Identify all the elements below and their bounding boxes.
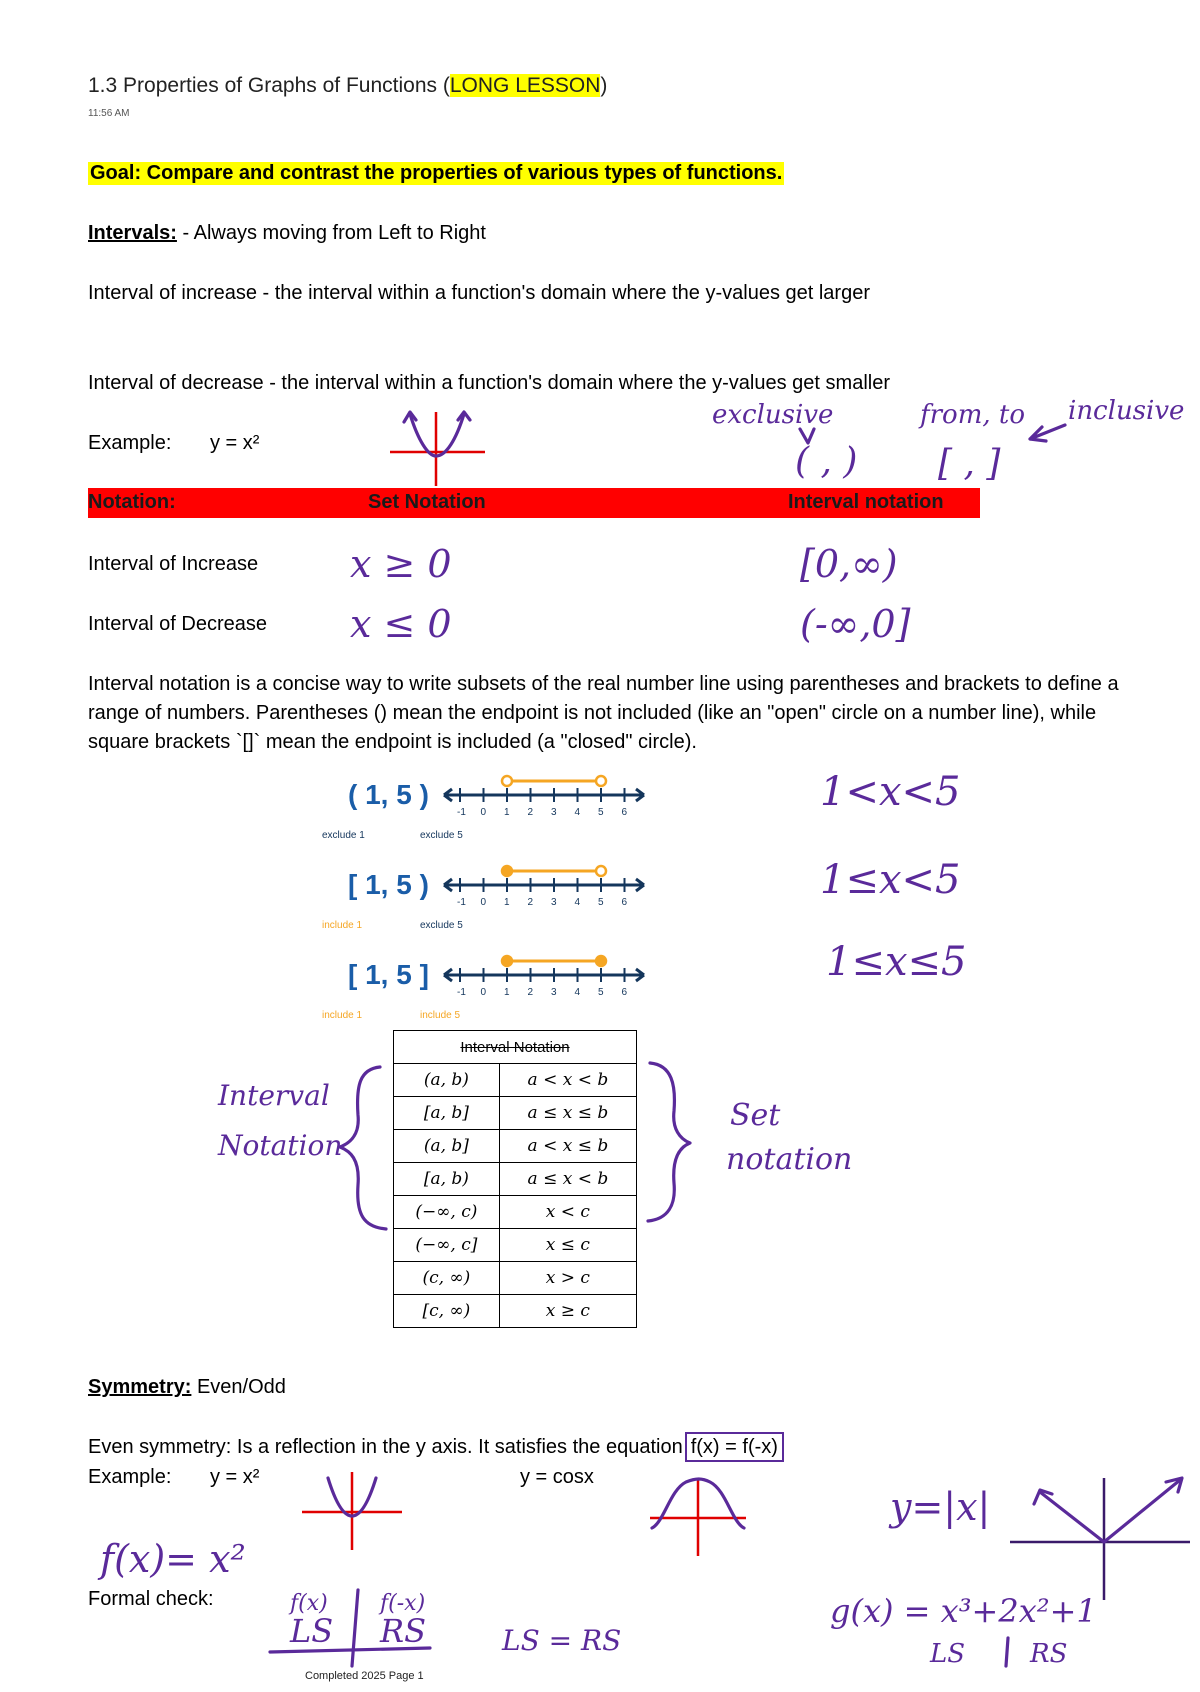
hand-exclusive: exclusive (712, 400, 834, 430)
hand-from-to: from, to (920, 400, 1025, 430)
hand-fx: f(x) (290, 1591, 328, 1616)
number-line-1 (322, 779, 463, 841)
svg-text:exclude 5: exclude 5 (420, 830, 463, 841)
intervals-heading: Intervals: - Always moving from Left to Right (88, 222, 486, 244)
interval-notation-col: Interval notation (788, 491, 944, 513)
hand-g-eq: g(x) = x³+2x²+1 (830, 1592, 1097, 1630)
hand-set-notation-label: notation (726, 1142, 853, 1177)
timestamp: 11:56 AM (88, 108, 130, 119)
decrease-definition: Interval of decrease - the interval within a function's domain where the y-values get smaller (88, 372, 890, 394)
parabola-sketch (380, 400, 490, 490)
example-label: Example: (88, 432, 172, 454)
number-line-figure (310, 770, 730, 1030)
number-line-3 (322, 959, 460, 1021)
left-endpoint (502, 776, 512, 786)
notation-header-bar (88, 488, 980, 518)
left-endpoint (502, 956, 512, 966)
page-title: 1.3 Properties of Graphs of Functions (LONG LESSON) (88, 74, 608, 97)
row-decrease-label: Interval of Decrease (88, 613, 267, 635)
table-row: [c, ∞) x ≥ c (394, 1295, 637, 1328)
tick-label: 2 (527, 807, 534, 818)
svg-text:exclude 5: exclude 5 (420, 920, 463, 931)
svg-text:[ 1, 5 ): [ 1, 5 ) (348, 869, 429, 900)
hand-ineq-2: 1≤x<5 (820, 857, 961, 903)
hand-interval-label: Interval (218, 1079, 330, 1112)
svg-text:exclude 1: exclude 1 (322, 830, 365, 841)
hand-ls: LS (290, 1612, 334, 1650)
increase-definition: Interval of increase - the interval within a function's domain where the y-values get larger (88, 282, 870, 304)
tick-label: 3 (551, 807, 557, 818)
hand-set-decrease: x ≤ 0 (350, 602, 452, 646)
tick-label: 6 (621, 807, 628, 818)
table-header: Interval Notation (394, 1031, 637, 1064)
left-endpoint (502, 866, 512, 876)
page-footer: Completed 2025 Page 1 (305, 1670, 424, 1682)
row-increase-label: Interval of Increase (88, 553, 259, 575)
hand-inclusive: inclusive (1068, 396, 1185, 426)
table-braces (200, 1055, 900, 1235)
symmetry-sketches (90, 1470, 1200, 1670)
tick-label: 0 (480, 987, 487, 998)
tick-label: 2 (527, 987, 534, 998)
goal-statement: Goal: Compare and contrast the properties of various types of functions. (90, 162, 783, 184)
tick-label: 5 (598, 897, 604, 908)
tick-label: 5 (598, 807, 604, 818)
tick-label: 4 (574, 987, 581, 998)
hand-notation-label: Notation (218, 1129, 343, 1162)
table-row: (−∞, c) x < c (394, 1196, 637, 1229)
hand-rs: RS (380, 1612, 427, 1650)
notation-col-label: Notation: (88, 491, 176, 513)
tick-label: 0 (480, 897, 487, 908)
symmetry-example-eq2: y = cosx (520, 1466, 594, 1488)
table-row: (c, ∞) x > c (394, 1262, 637, 1295)
tick-label: -1 (457, 987, 466, 998)
right-endpoint (596, 776, 606, 786)
tick-label: 0 (480, 807, 487, 818)
hand-ineq-3: 1≤x≤5 (826, 939, 967, 985)
hand-set-label: Set (730, 1098, 781, 1133)
handwritten-annotations (690, 395, 1190, 485)
table-row: [a, b) a ≤ x < b (394, 1163, 637, 1196)
hand-ineq-1: 1<x<5 (820, 769, 961, 815)
right-endpoint (596, 866, 606, 876)
tick-label: -1 (457, 897, 466, 908)
tick-label: -1 (457, 807, 466, 818)
tick-label: 1 (504, 807, 510, 818)
tick-label: 5 (598, 987, 604, 998)
tick-label: 6 (621, 897, 628, 908)
hand-set-increase: x ≥ 0 (350, 542, 452, 586)
hand-interval-decrease: (-∞,0] (800, 602, 911, 646)
example-equation: y = x² (210, 432, 260, 454)
hand-interval-increase: [0,∞) (800, 542, 898, 586)
tick-label: 2 (527, 897, 534, 908)
tick-label: 3 (551, 987, 557, 998)
title-highlight: LONG LESSON (449, 74, 601, 97)
hand-ls-eq-rs: LS = RS (502, 1624, 622, 1657)
tick-label: 4 (574, 897, 581, 908)
set-notation-col: Set Notation (368, 491, 486, 513)
hand-fx-eq: f(x)= x² (100, 1537, 246, 1581)
hand-ls2: LS (930, 1639, 966, 1669)
hand-paren: ( , ) (795, 441, 858, 482)
hand-rs2: RS (1030, 1639, 1068, 1669)
even-equation-box: f(x) = f(-x) (685, 1432, 784, 1462)
interval-notation-paragraph: Interval notation is a concise way to write subsets of the real number line using parentheses and brackets to define a range of numbers. Parentheses () mean the endpoint is not included (like an "open" circle on a number line), while square brackets `[]` mean the endpoint is included (a "closed" circle). (88, 673, 1119, 753)
symmetry-example-label: Example: (88, 1466, 172, 1488)
table-row: [a, b] a ≤ x ≤ b (394, 1097, 637, 1130)
tick-label: 1 (504, 987, 510, 998)
svg-text:( 1, 5 ): ( 1, 5 ) (348, 779, 429, 810)
hand-bracket: [ , ] (938, 443, 1001, 484)
hand-abs-eq: y=|x| (890, 1485, 991, 1529)
table-row: (a, b] a < x ≤ b (394, 1130, 637, 1163)
tick-label: 1 (504, 897, 510, 908)
number-line-2 (322, 869, 463, 931)
tick-label: 6 (621, 987, 628, 998)
handwritten-interval-answers (340, 535, 1040, 655)
hand-fnx: f(-x) (380, 1591, 426, 1616)
svg-text:[ 1, 5 ]: [ 1, 5 ] (348, 959, 429, 990)
table-row: (−∞, c] x ≤ c (394, 1229, 637, 1262)
tick-label: 3 (551, 897, 557, 908)
even-definition: Even symmetry: Is a reflection in the y axis. It satisfies the equation f(x) = f(-x) (88, 1436, 784, 1459)
tick-label: 4 (574, 807, 581, 818)
symmetry-example-eq: y = x² (210, 1466, 260, 1488)
right-endpoint (596, 956, 606, 966)
svg-text:include 1: include 1 (322, 1010, 363, 1021)
handwritten-inequalities (810, 765, 1050, 995)
svg-text:include 5: include 5 (420, 1010, 461, 1021)
svg-text:include 1: include 1 (322, 920, 363, 931)
formal-check-label: Formal check: (88, 1588, 214, 1610)
symmetry-heading: Symmetry: Even/Odd (88, 1376, 286, 1398)
table-row: (a, b) a < x < b (394, 1064, 637, 1097)
